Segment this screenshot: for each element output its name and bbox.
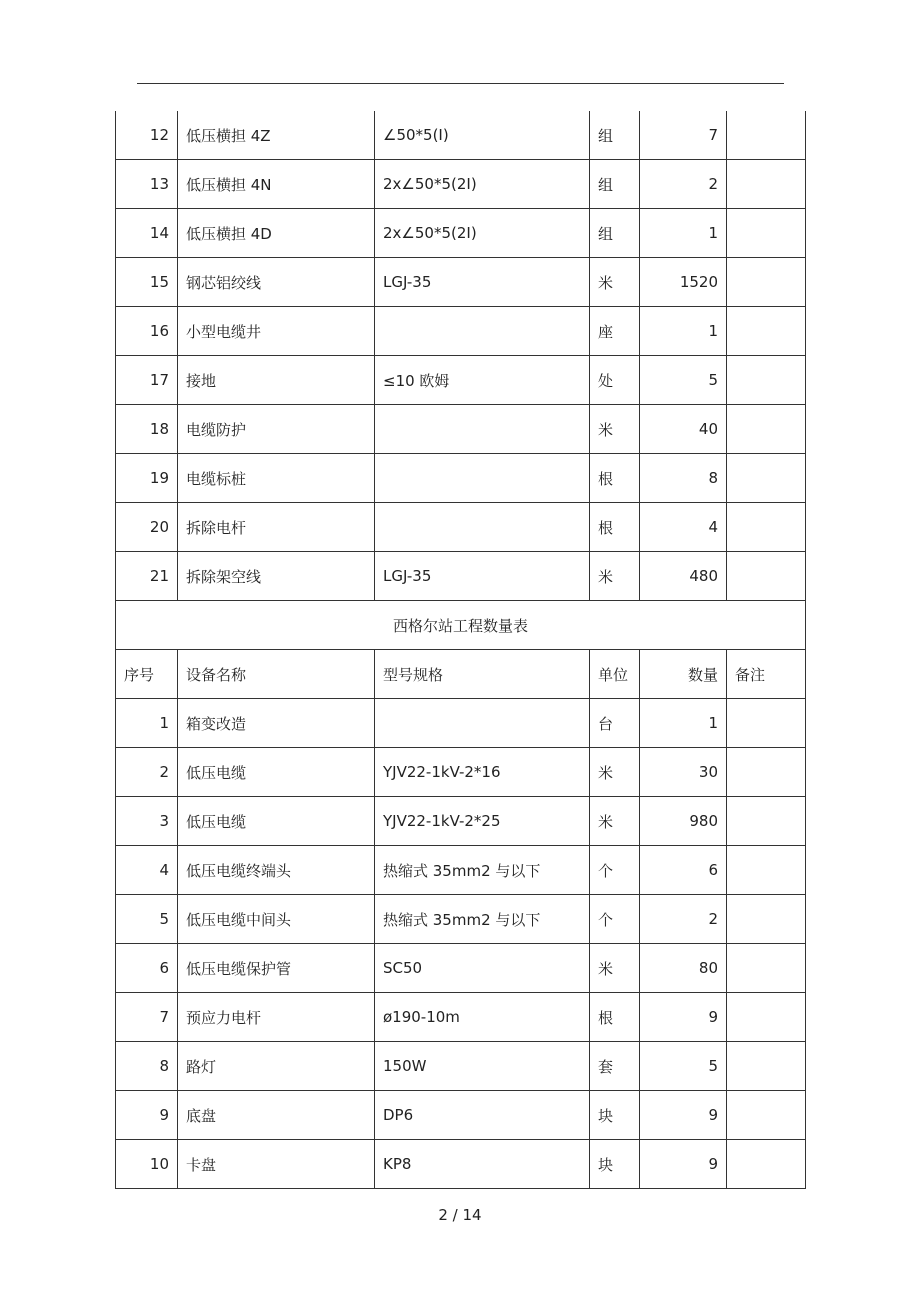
cell-unit: 处 [590,356,640,405]
cell-note [727,1042,806,1091]
header-spec: 型号规格 [375,650,590,699]
cell-qty: 9 [640,1091,727,1140]
cell-no: 7 [116,993,178,1042]
cell-qty: 2 [640,160,727,209]
cell-note [727,356,806,405]
table-row [116,748,806,797]
header-rule [137,83,784,84]
cell-spec: ∠50*5(Ⅰ) [375,111,590,160]
cell-name: 路灯 [178,1042,375,1091]
cell-unit: 米 [590,405,640,454]
cell-name: 低压电缆终端头 [178,846,375,895]
cell-unit: 米 [590,748,640,797]
cell-note [727,209,806,258]
quantity-table [115,111,806,1189]
cell-unit: 座 [590,307,640,356]
header-unit: 单位 [590,650,640,699]
table-row [116,503,806,552]
cell-spec: DP6 [375,1091,590,1140]
cell-qty: 980 [640,797,727,846]
cell-spec: SC50 [375,944,590,993]
table-row [116,160,806,209]
cell-spec [375,405,590,454]
cell-no: 17 [116,356,178,405]
table-row [116,699,806,748]
cell-no: 15 [116,258,178,307]
cell-name: 拆除架空线 [178,552,375,601]
cell-no: 5 [116,895,178,944]
cell-unit: 个 [590,895,640,944]
cell-unit: 米 [590,258,640,307]
cell-no: 3 [116,797,178,846]
cell-name: 小型电缆井 [178,307,375,356]
cell-name: 接地 [178,356,375,405]
upper-rows [116,111,806,601]
cell-note [727,1091,806,1140]
table-row [116,356,806,405]
cell-no: 13 [116,160,178,209]
table-row [116,209,806,258]
cell-unit: 块 [590,1140,640,1189]
cell-name: 电缆标桩 [178,454,375,503]
cell-unit: 根 [590,454,640,503]
cell-spec: 150W [375,1042,590,1091]
cell-qty: 9 [640,993,727,1042]
cell-unit: 米 [590,797,640,846]
section-title: 西格尔站工程数量表 [116,601,806,650]
cell-note [727,552,806,601]
cell-no: 21 [116,552,178,601]
section-title-row [116,601,806,650]
cell-spec: 热缩式 35mm2 与以下 [375,895,590,944]
cell-no: 1 [116,699,178,748]
table-row [116,307,806,356]
cell-spec: LGJ-35 [375,552,590,601]
cell-no: 12 [116,111,178,160]
cell-note [727,160,806,209]
table-row [116,405,806,454]
cell-note [727,405,806,454]
table-row [116,1140,806,1189]
cell-name: 低压电缆 [178,797,375,846]
cell-note [727,895,806,944]
cell-unit: 组 [590,209,640,258]
cell-spec: KP8 [375,1140,590,1189]
cell-unit: 台 [590,699,640,748]
header-note: 备注 [727,650,806,699]
cell-spec [375,699,590,748]
cell-name: 底盘 [178,1091,375,1140]
cell-note [727,993,806,1042]
cell-name: 预应力电杆 [178,993,375,1042]
cell-note [727,454,806,503]
cell-note [727,503,806,552]
cell-no: 16 [116,307,178,356]
table-row [116,797,806,846]
cell-qty: 30 [640,748,727,797]
cell-no: 10 [116,1140,178,1189]
cell-spec: 2x∠50*5(2Ⅰ) [375,160,590,209]
cell-qty: 6 [640,846,727,895]
page-number: 2 / 14 [438,1206,482,1224]
table-row [116,454,806,503]
cell-qty: 7 [640,111,727,160]
cell-spec [375,454,590,503]
cell-unit: 个 [590,846,640,895]
cell-qty: 1 [640,307,727,356]
cell-name: 低压横担 4Z [178,111,375,160]
header-qty: 数量 [640,650,727,699]
cell-spec: LGJ-35 [375,258,590,307]
cell-unit: 套 [590,1042,640,1091]
cell-note [727,258,806,307]
cell-spec: ø190-10m [375,993,590,1042]
table-row [116,1091,806,1140]
cell-no: 8 [116,1042,178,1091]
cell-qty: 80 [640,944,727,993]
cell-spec [375,503,590,552]
table-row [116,846,806,895]
cell-qty: 480 [640,552,727,601]
cell-name: 箱变改造 [178,699,375,748]
cell-qty: 1 [640,209,727,258]
cell-qty: 9 [640,1140,727,1189]
cell-unit: 根 [590,993,640,1042]
cell-unit: 组 [590,160,640,209]
table-row [116,258,806,307]
column-header-row [116,650,806,699]
cell-name: 卡盘 [178,1140,375,1189]
cell-qty: 2 [640,895,727,944]
cell-qty: 5 [640,1042,727,1091]
cell-name: 低压电缆保护管 [178,944,375,993]
cell-unit: 米 [590,552,640,601]
cell-name: 钢芯铝绞线 [178,258,375,307]
cell-spec: 2x∠50*5(2Ⅰ) [375,209,590,258]
cell-note [727,748,806,797]
cell-no: 2 [116,748,178,797]
cell-name: 拆除电杆 [178,503,375,552]
cell-spec [375,307,590,356]
cell-no: 6 [116,944,178,993]
cell-no: 14 [116,209,178,258]
cell-note [727,797,806,846]
cell-note [727,846,806,895]
cell-name: 低压电缆中间头 [178,895,375,944]
cell-note [727,111,806,160]
table-row [116,111,806,160]
table-row [116,1042,806,1091]
cell-unit: 根 [590,503,640,552]
table-row [116,993,806,1042]
cell-no: 20 [116,503,178,552]
cell-name: 低压横担 4N [178,160,375,209]
cell-spec: YJV22-1kV-2*25 [375,797,590,846]
cell-unit: 米 [590,944,640,993]
cell-name: 低压电缆 [178,748,375,797]
cell-qty: 4 [640,503,727,552]
header-name: 设备名称 [178,650,375,699]
cell-note [727,307,806,356]
cell-qty: 8 [640,454,727,503]
cell-qty: 40 [640,405,727,454]
cell-no: 18 [116,405,178,454]
cell-qty: 1 [640,699,727,748]
cell-unit: 块 [590,1091,640,1140]
cell-name: 低压横担 4D [178,209,375,258]
cell-spec: YJV22-1kV-2*16 [375,748,590,797]
cell-no: 19 [116,454,178,503]
cell-note [727,1140,806,1189]
header-no: 序号 [116,650,178,699]
cell-spec: ≤10 欧姆 [375,356,590,405]
lower-rows [116,699,806,1189]
cell-no: 4 [116,846,178,895]
cell-qty: 1520 [640,258,727,307]
table-row [116,895,806,944]
cell-name: 电缆防护 [178,405,375,454]
cell-note [727,699,806,748]
table-row [116,944,806,993]
cell-qty: 5 [640,356,727,405]
cell-note [727,944,806,993]
table-row [116,552,806,601]
cell-no: 9 [116,1091,178,1140]
cell-spec: 热缩式 35mm2 与以下 [375,846,590,895]
cell-unit: 组 [590,111,640,160]
